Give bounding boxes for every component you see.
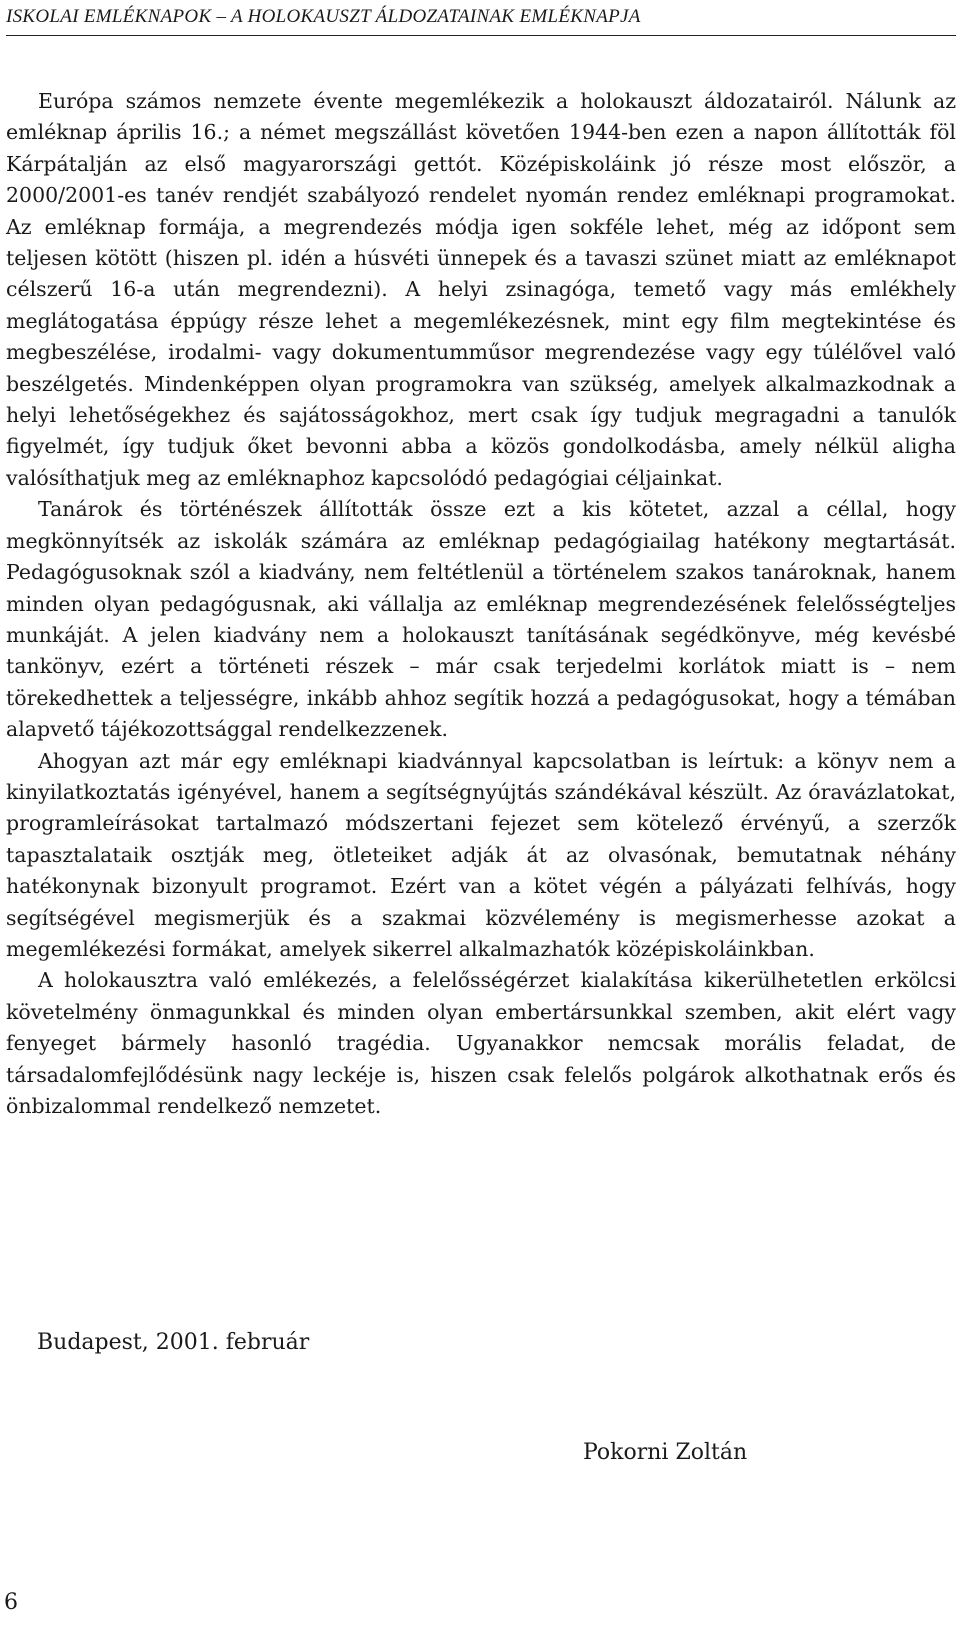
place-date: Budapest, 2001. február [37,1330,310,1355]
paragraph-2: Tanárok és történészek állították össze ezt a kis kötetet, azzal a céllal, hogy megkönnyítsék az iskolák számára az emléknap pedagógiailag hatékony megtartását. Pedagógusoknak szól a kiadvány, nem feltétlenül a történelem szakos tanároknak, hanem minden olyan pedagógusnak, aki vállalja az emléknap megrendezésének felelősségteljes munkáját. A jelen kiadvány nem a holokauszt tanításának segédkönyve, még kevésbé tankönyv, ezért a történeti részek – már csak terjedelmi korlátok miatt is – nem törekedhettek a teljességre, inkább ahhoz segítik hozzá a pedagógusokat, hogy a témában alapvető tájékozottsággal rendelkezzenek. [6,497,956,742]
header-rule [6,35,956,36]
body-text [6,86,956,1122]
running-header: ISKOLAI EMLÉKNAPOK – A HOLOKAUSZT ÁLDOZATAINAK EMLÉKNAPJA [6,6,641,27]
author-signature: Pokorni Zoltán [583,1440,748,1465]
paragraph-4: A holokausztra való emlékezés, a felelősségérzet kialakítása kikerülhetetlen erkölcsi követelmény önmagunkkal és minden olyan embertársunkkal szemben, akit elért vagy fenyeget bármely hasonló tragédia. Ugyanakkor nemcsak morális feladat, de társadalomfejlődésünk nagy leckéje is, hiszen csak felelős polgárok alkothatnak erős és önbizalommal rendelkező nemzetet. [6,968,956,1118]
paragraph-3: Ahogyan azt már egy emléknapi kiadvánnyal kapcsolatban is leírtuk: a könyv nem a kinyilatkoztatás igényével, hanem a segítségnyújtás szándékával készült. Az óravázlatokat, programleírásokat tartalmazó módszertani fejezet sem kötelező érvényű, a szerzők tapasztalataik osztják meg, ötleteiket adják át az olvasónak, bemutatnak néhány hatékonynak bizonyult programot. Ezért van a kötet végén a pályázati felhívás, hogy segítségével megismerjük és a szakmai közvélemény is megismerhesse azokat a megemlékezési formákat, amelyek sikerrel alkalmazhatók középiskoláinkban. [6,748,956,961]
page-number: 6 [4,1590,18,1615]
paragraph-1: Európa számos nemzete évente megemlékezik a holokauszt áldozatairól. Nálunk az emléknap április 16.; a német megszállást követően 1944-ben ezen a napon állították föl Kárpátalján az első magyarországi gettót. Középiskoláink jó része most először, a 2000/2001-es tanév rendjét szabályozó rendelet nyomán rendez emléknapi programokat. Az emléknap formája, a megrendezés módja igen sokféle lehet, még az időpont sem teljesen kötött (hiszen pl. idén a húsvéti ünnepek és a tavaszi szünet miatt az emléknapot célszerű 16-a után megrendezni). A helyi zsinagóga, temető vagy más emlékhely meglátogatása éppúgy része lehet a megemlékezésnek, mint egy film megtekintése és megbeszélése, irodalmi- vagy dokumentumműsor megrendezése vagy egy túlélővel való beszélgetés. Mindenképpen olyan programokra van szükség, amelyek alkalmazkodnak a helyi lehetőségekhez és sajátosságokhoz, mert csak így tudjuk megragadni a tanulók figyelmét, így tudjuk őket bevonni abba a közös gondolkodásba, amely nélkül aligha valósíthatjuk meg az emléknaphoz kapcsolódó pedagógiai céljainkat. [6,89,956,490]
